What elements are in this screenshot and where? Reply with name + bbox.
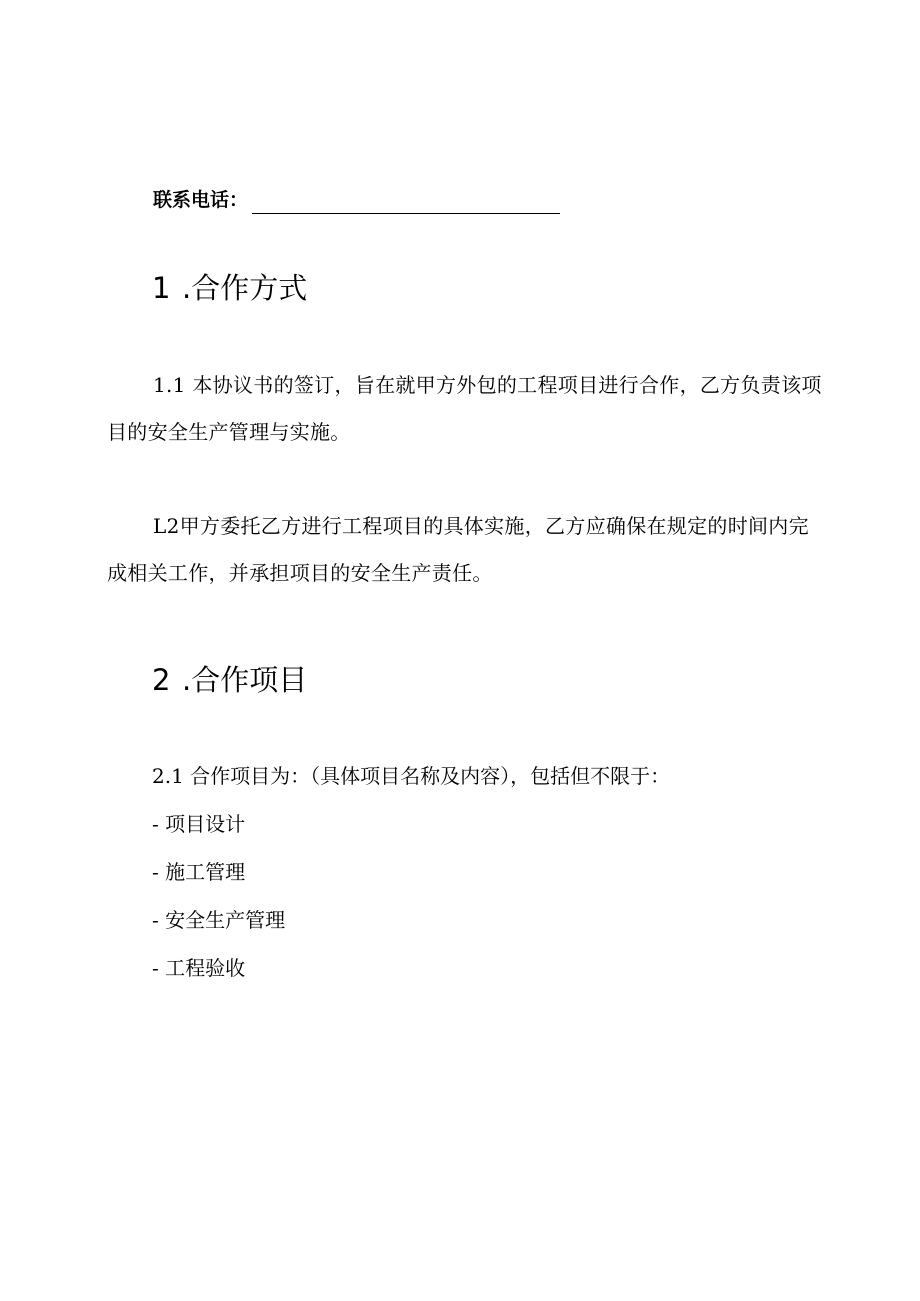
section-1-title: .合作方式 xyxy=(182,271,308,305)
clause-2-1: 2.1 合作项目为：（具体项目名称及内容），包括但不限于： xyxy=(152,764,671,788)
contact-phone-row xyxy=(153,186,560,214)
list-item: - 工程验收 xyxy=(152,956,246,980)
list-item: - 施工管理 xyxy=(152,860,246,884)
section-2-title: .合作项目 xyxy=(182,663,308,697)
contact-phone-label: 联系电话： xyxy=(153,189,249,211)
clause-1-2: L2甲方委托乙方进行工程项目的具体实施，乙方应确保在规定的时间内完成相关工作，并承担项目的安全生产责任。 xyxy=(107,514,809,585)
contact-phone-blank-line xyxy=(252,193,560,214)
section-2-number: 2 xyxy=(152,663,171,697)
section-1-heading xyxy=(152,270,307,306)
list-item: - 项目设计 xyxy=(152,812,246,836)
clause-1-1: 1.1 本协议书的签订，旨在就甲方外包的工程项目进行合作，乙方负责该项目的安全生产管理与实施。 xyxy=(107,373,822,444)
list-item: - 安全生产管理 xyxy=(152,908,286,932)
section-2-heading xyxy=(152,662,307,698)
section-1-number: 1 xyxy=(152,271,171,305)
